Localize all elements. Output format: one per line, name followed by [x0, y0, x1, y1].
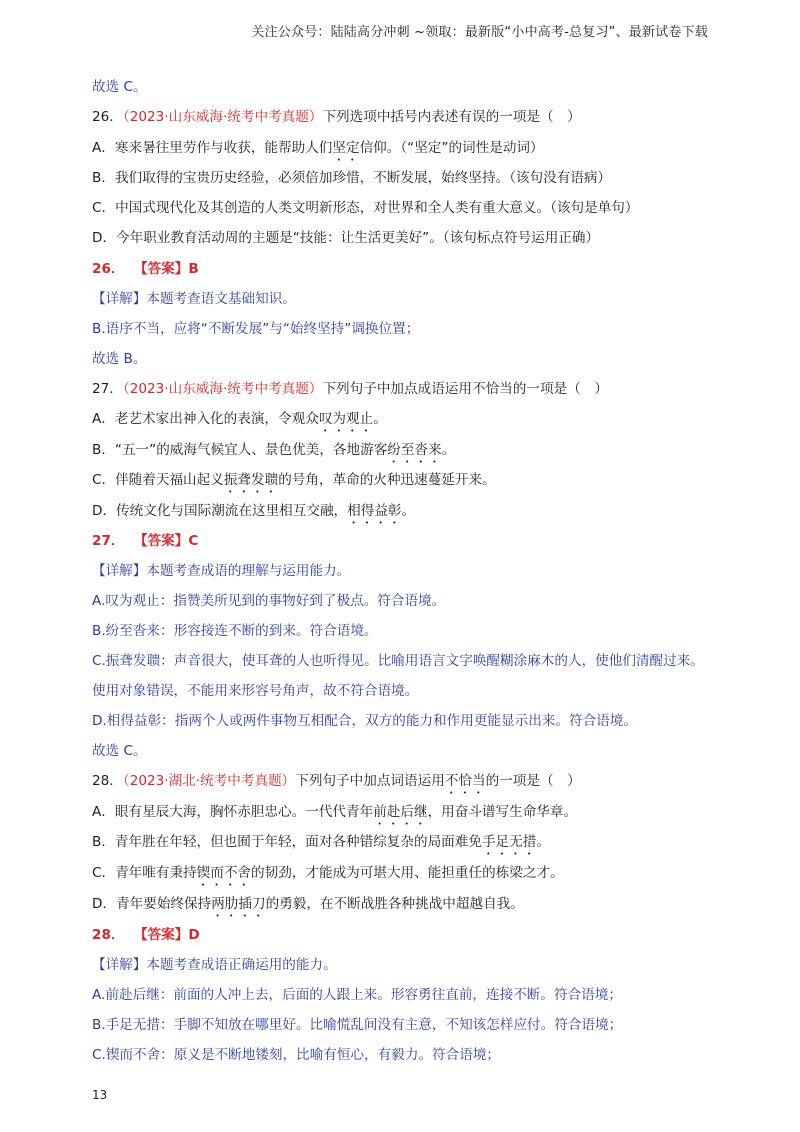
q27-source: （2023·山东威海·统考中考真题）: [122, 381, 323, 397]
q28-option-a-post: ，用奋斗谱写生命华章。: [427, 804, 578, 820]
q27-explanation-b: B.纷至沓来：形容接连不断的到来。符合语境。: [92, 623, 378, 639]
q26-option-c: C．中国式现代化及其创造的人类文明新形态，对世界和全人类有重大意义。（该句是单句）: [92, 200, 639, 216]
q28-detail-text: 本题考查成语正确运用的能力。: [146, 957, 337, 973]
q27-conclusion: 故选 C。: [92, 743, 147, 759]
q26-option-a-pre: A．寒来暑往里劳作与收获，能帮助人们: [92, 140, 333, 156]
q27-stem-text: 下列句子中加点成语运用不恰当的一项是（ ）: [322, 381, 608, 397]
q28-source: （2023·湖北·统考中考真题）: [122, 773, 296, 789]
q28-option-a: [92, 802, 577, 828]
q26-stem: [92, 107, 581, 127]
q28-option-c-post: 的韧劲，才能成为可堪大用、能担重任的栋梁之才。: [251, 865, 564, 881]
q27-option-d-mark: 相得益彰: [347, 503, 402, 519]
q26-option-a-post: 信仰。（“坚定”的词性是动词）: [359, 140, 544, 156]
q28-stem-pre: 下列句子中加点词语运用: [295, 773, 445, 789]
q25-conclusion: 故选 C。: [92, 79, 147, 95]
q28-stem-mark: 不恰当: [444, 773, 486, 789]
q28-option-c: [92, 863, 564, 889]
q27-detail: [92, 561, 350, 581]
q28-option-c-mark: 锲而不舍: [196, 865, 252, 881]
q28-answer-label: 【答案】D: [133, 927, 200, 943]
q27-answer-number: 27．: [92, 533, 125, 549]
q27-option-b-mark: 纷至沓来: [387, 442, 442, 458]
q27-explanation-c: C.振聋发聩：声音很大，使耳聋的人也听得见。比喻用语言文字唤醒糊涂麻木的人，使他们清醒过来。: [92, 653, 704, 669]
q28-answer: [92, 925, 200, 945]
q28-option-d: [92, 894, 524, 920]
q28-option-c-pre: C．青年唯有秉持: [92, 865, 197, 881]
q27-stem: [92, 379, 608, 399]
q26-detail-text: 本题考查语文基础知识。: [146, 291, 296, 307]
q26-answer-label: 【答案】B: [133, 261, 199, 277]
q26-explanation-b: B.语序不当，应将“不断发展”与“始终坚持”调换位置；: [92, 321, 420, 337]
q28-stem: [92, 771, 581, 797]
q26-option-d: D．今年职业教育活动周的主题是“技能：让生活更美好”。（该句标点符号运用正确）: [92, 230, 600, 246]
q27-detail-text: 本题考查成语的理解与运用能力。: [146, 563, 351, 579]
q28-detail-label: 【详解】: [92, 957, 147, 973]
q28-explanation-a: A.前赴后继：前面的人冲上去，后面的人跟上来。形容勇往直前，连接不断。符合语境；: [92, 987, 622, 1003]
q27-option-c-pre: C．伴随着天福山起义: [92, 472, 224, 488]
q27-option-c-post: 的号角，革命的火种迅速蔓延开来。: [278, 472, 496, 488]
q26-detail-label: 【详解】: [92, 291, 147, 307]
q27-option-c-mark: 振聋发聩: [223, 472, 279, 488]
q27-explanation-d: D.相得益彰：指两个人或两件事物互相配合，双方的能力和作用更能显示出来。符合语境。: [92, 713, 637, 729]
q27-answer: [92, 531, 198, 551]
q28-option-b-post: 。: [536, 834, 550, 850]
q28-number: 28．: [92, 773, 123, 789]
q27-explanation-a: A.叹为观止：指赞美所见到的事物好到了极点。符合语境。: [92, 593, 446, 609]
q28-explanation-b: B.手足无措：手脚不知放在哪里好。比喻慌乱间没有主意，不知该怎样应付。符合语境；: [92, 1017, 623, 1033]
q27-option-b: [92, 440, 455, 466]
q26-stem-text: 下列选项中括号内表述有误的一项是（ ）: [322, 109, 581, 125]
q26-answer-number: 26．: [92, 261, 125, 277]
q27-option-a: [92, 409, 387, 435]
q27-option-d-pre: D．传统文化与国际潮流在这里相互交融，: [92, 503, 348, 519]
q27-option-a-post: 。: [373, 411, 387, 427]
q27-number: 27．: [92, 381, 123, 397]
q26-option-b: B．我们取得的宝贵历史经验，必须倍加珍惜，不断发展，始终坚持。（该句没有语病）: [92, 170, 612, 186]
q27-option-d-post: 。: [401, 503, 416, 519]
q28-option-b-mark: 手足无措: [481, 834, 537, 850]
page-header: 关注公众号：陆陆高分冲刺 ~领取：最新版“小中高考-总复习”、最新试卷下载: [251, 25, 708, 40]
q26-answer: [92, 259, 199, 279]
q27-option-b-post: 。: [441, 442, 456, 458]
q28-option-b: [92, 832, 550, 858]
q28-option-a-pre: A．眼有星辰大海，胸怀赤胆忠心。一代代青年: [92, 804, 374, 820]
q28-option-d-pre: D．青年要始终保持: [92, 896, 212, 912]
q28-explanation-c: C.锲而不舍：原义是不断地镂刻，比喻有恒心，有毅力。符合语境；: [92, 1047, 501, 1063]
q26-detail: [92, 289, 296, 309]
q28-option-a-mark: 前赴后继: [373, 804, 428, 820]
q27-option-a-mark: 叹为观止: [318, 411, 374, 427]
q27-option-a-pre: A．老艺术家出神入化的表演，令观众: [92, 411, 319, 427]
q28-stem-post: 的一项是（ ）: [485, 773, 581, 789]
q27-option-c: [92, 470, 496, 496]
q27-option-d: [92, 501, 415, 527]
q27-explanation-c-cont: 使用对象错误，不能用来形容号角声，故不符合语境。: [92, 683, 419, 699]
q28-detail: [92, 955, 337, 975]
q26-option-a: [92, 138, 544, 164]
q28-option-d-mark: 两肋插刀: [211, 896, 266, 912]
q26-number: 26．: [92, 109, 123, 125]
q27-answer-label: 【答案】C: [133, 533, 199, 549]
q28-option-d-post: 的勇毅，在不断战胜各种挑战中超越自我。: [265, 896, 524, 912]
q26-option-a-mark: 坚定: [332, 140, 360, 156]
page-number: 13: [92, 1088, 108, 1102]
q28-answer-number: 28．: [92, 927, 125, 943]
q26-conclusion: 故选 B。: [92, 351, 147, 367]
q27-option-b-pre: B．“五一”的威海气候宜人、景色优美，各地游客: [92, 442, 388, 458]
q27-detail-label: 【详解】: [92, 563, 147, 579]
q28-option-b-pre: B．青年胜在年轻，但也囿于年轻，面对各种错综复杂的局面难免: [92, 834, 482, 850]
q26-source: （2023·山东威海·统考中考真题）: [122, 109, 323, 125]
